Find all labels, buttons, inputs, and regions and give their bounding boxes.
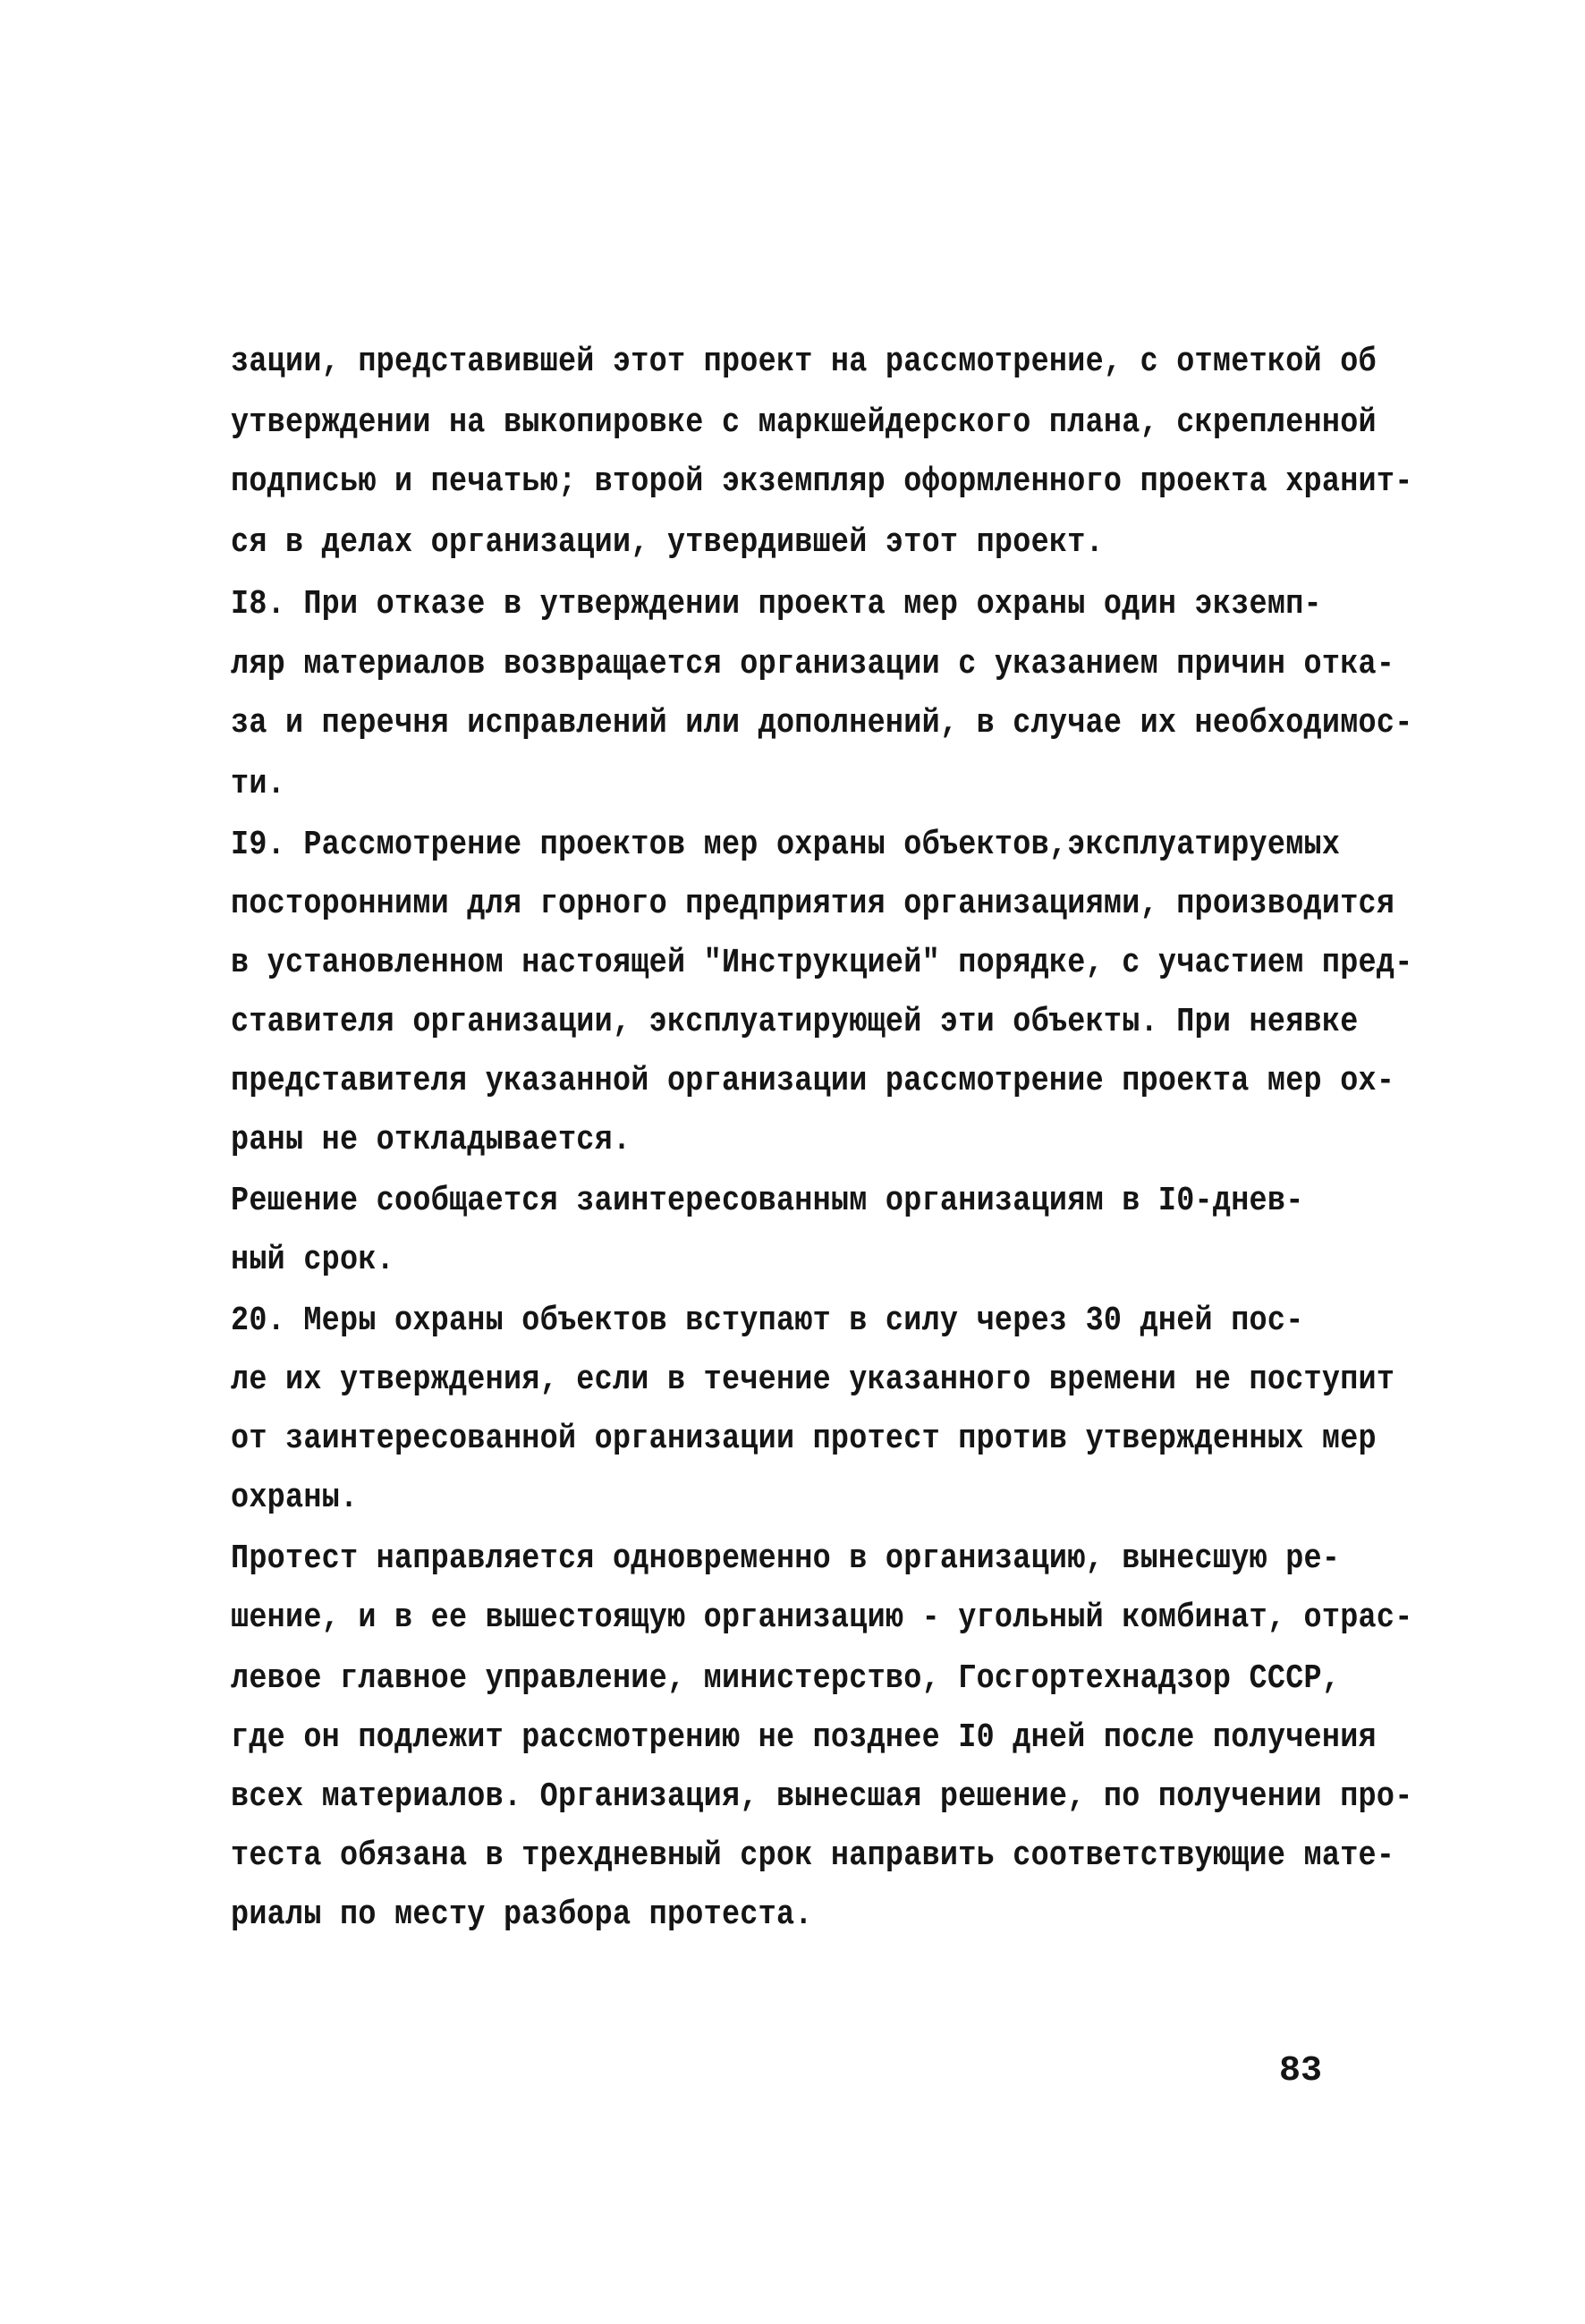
text-line: ся в делах организации, утвердившей этот проект.	[231, 523, 1104, 562]
text-line: охраны.	[231, 1479, 359, 1517]
text-line: посторонними для горного предприятия организациями, производится	[231, 885, 1395, 923]
text-line: I8. При отказе в утверждении проекта мер охраны один экземп-	[231, 585, 1322, 623]
text-line: в установленном настоящей "Инструкцией" порядке, с участием пред-	[231, 944, 1413, 982]
text-line: от заинтересованной организации протест против утвержденных мер	[231, 1420, 1377, 1458]
text-line: представителя указанной организации рассмотрение проекта мер ох-	[231, 1062, 1395, 1100]
text-line: утверждении на выкопировке с маркшейдерского плана, скрепленной	[231, 403, 1377, 442]
text-line: где он подлежит рассмотрению не позднее I0 дней после получения	[231, 1718, 1377, 1757]
text-line: подписью и печатью; второй экземпляр оформленного проекта хранит-	[231, 462, 1413, 501]
text-line: 20. Меры охраны объектов вступают в силу через 30 дней пос-	[231, 1302, 1304, 1340]
text-line: Решение сообщается заинтересованным организациям в I0-днев-	[231, 1182, 1304, 1220]
text-line: зации, представившей этот проект на рассмотрение, с отметкой об	[231, 343, 1377, 381]
text-line: ставителя организации, эксплуатирующей эти объекты. При неявке	[231, 1003, 1359, 1041]
text-line: I9. Рассмотрение проектов мер охраны объектов,эксплуатируемых	[231, 826, 1341, 864]
text-line: всех материалов. Организация, вынесшая решение, по получении про-	[231, 1777, 1413, 1816]
text-line: ный срок.	[231, 1241, 394, 1279]
text-line: шение, и в ее вышестоящую организацию - угольный комбинат, отрас-	[231, 1599, 1413, 1637]
text-line: Протест направляется одновременно в организацию, вынесшую ре-	[231, 1539, 1341, 1578]
text-line: ти.	[231, 765, 285, 803]
text-line: ле их утверждения, если в течение указанного времени не поступит	[231, 1361, 1395, 1399]
text-line: левое главное управление, министерство, Госгортехнадзор СССР,	[231, 1659, 1341, 1698]
text-line: теста обязана в трехдневный срок направить соответствующие мате-	[231, 1836, 1395, 1875]
text-line: за и перечня исправлений или дополнений, в случае их необходимос-	[231, 704, 1413, 742]
text-line: риалы по месту разбора протеста.	[231, 1896, 813, 1934]
page-number: 83	[1279, 2051, 1323, 2091]
text-line: раны не откладывается.	[231, 1121, 631, 1159]
text-line: ляр материалов возвращается организации с указанием причин отка-	[231, 645, 1395, 683]
